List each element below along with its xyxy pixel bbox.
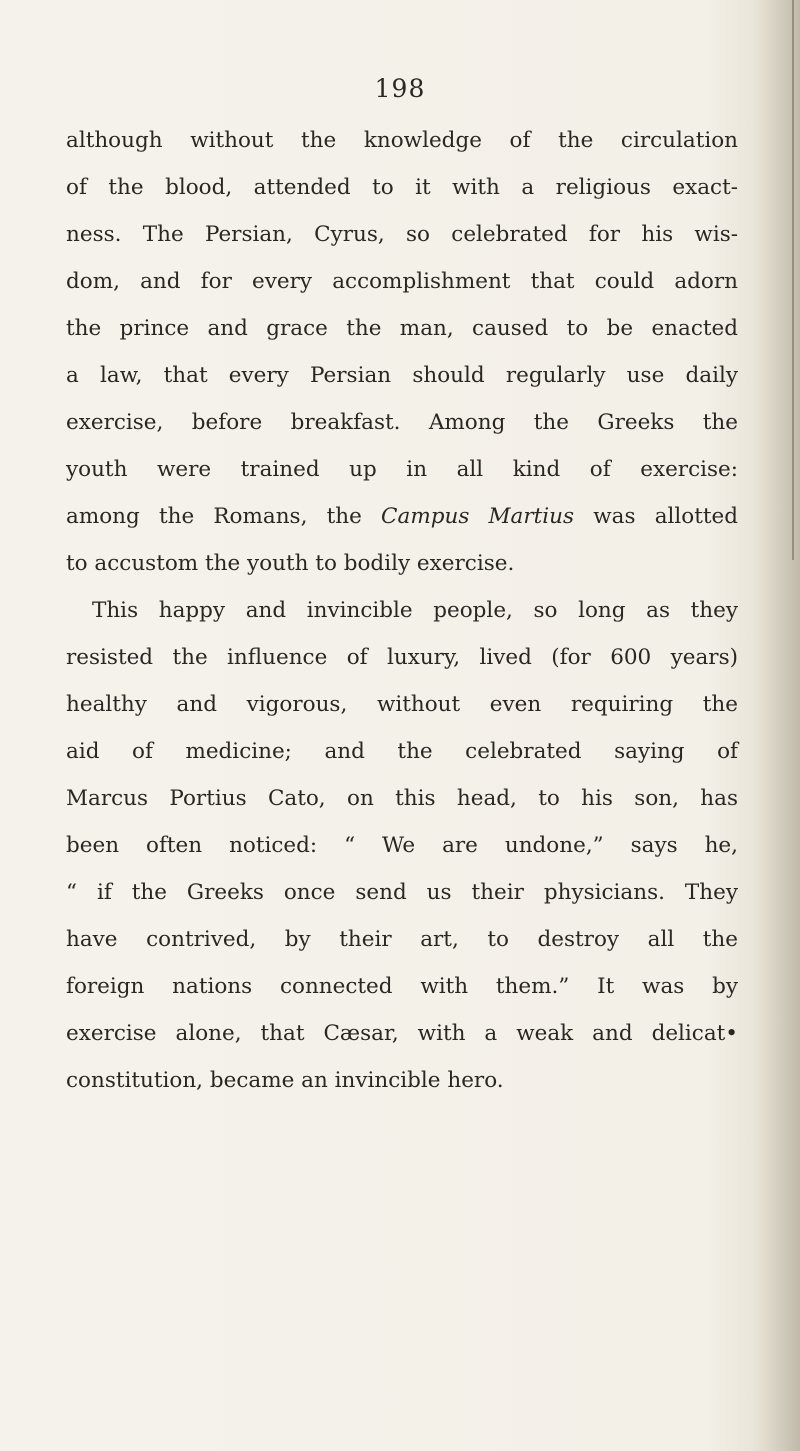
text-line: to accustom the youth to bodily exercise. — [66, 551, 515, 576]
text-segment: was allotted — [574, 504, 738, 529]
text-line: healthy and vigorous, without even requiring the — [66, 692, 738, 717]
text-segment: among the Romans, the — [66, 504, 382, 529]
text-line: “ if the Greeks once send us their physicians. They — [66, 880, 738, 905]
text-line: exercise, before breakfast. Among the Greeks the — [66, 410, 738, 435]
body-text — [66, 117, 738, 1104]
text-line: resisted the influence of luxury, lived (for 600 years) — [66, 645, 738, 670]
text-line: youth were trained up in all kind of exercise: — [66, 457, 738, 482]
page-number: 198 — [374, 74, 426, 103]
text-line: although without the knowledge of the circulation — [66, 128, 738, 153]
text-line: ness. The Persian, Cyrus, so celebrated for his wis- — [66, 222, 738, 247]
text-line: dom, and for every accomplishment that could adorn — [66, 269, 738, 294]
text-line: This happy and invincible people, so long as they — [92, 598, 738, 623]
text-line-campus-martius — [66, 493, 738, 540]
text-line: foreign nations connected with them.” It was by — [66, 974, 738, 999]
text-line: aid of medicine; and the celebrated saying of — [66, 739, 738, 764]
text-line: exercise alone, that Cæsar, with a weak and delicat• — [66, 1021, 738, 1046]
text-line: of the blood, attended to it with a religious exact- — [66, 175, 738, 200]
text-line: a law, that every Persian should regularly use daily — [66, 363, 738, 388]
italic-term-campus-martius: Campus Martius — [381, 504, 575, 529]
text-line: Marcus Portius Cato, on this head, to his son, has — [66, 786, 738, 811]
page-gutter-shadow — [752, 0, 800, 1451]
text-line: have contrived, by their art, to destroy all the — [66, 927, 738, 952]
text-line: the prince and grace the man, caused to be enacted — [66, 316, 738, 341]
text-line: constitution, became an invincible hero. — [66, 1068, 504, 1093]
text-line: been often noticed: “ We are undone,” says he, — [66, 833, 738, 858]
